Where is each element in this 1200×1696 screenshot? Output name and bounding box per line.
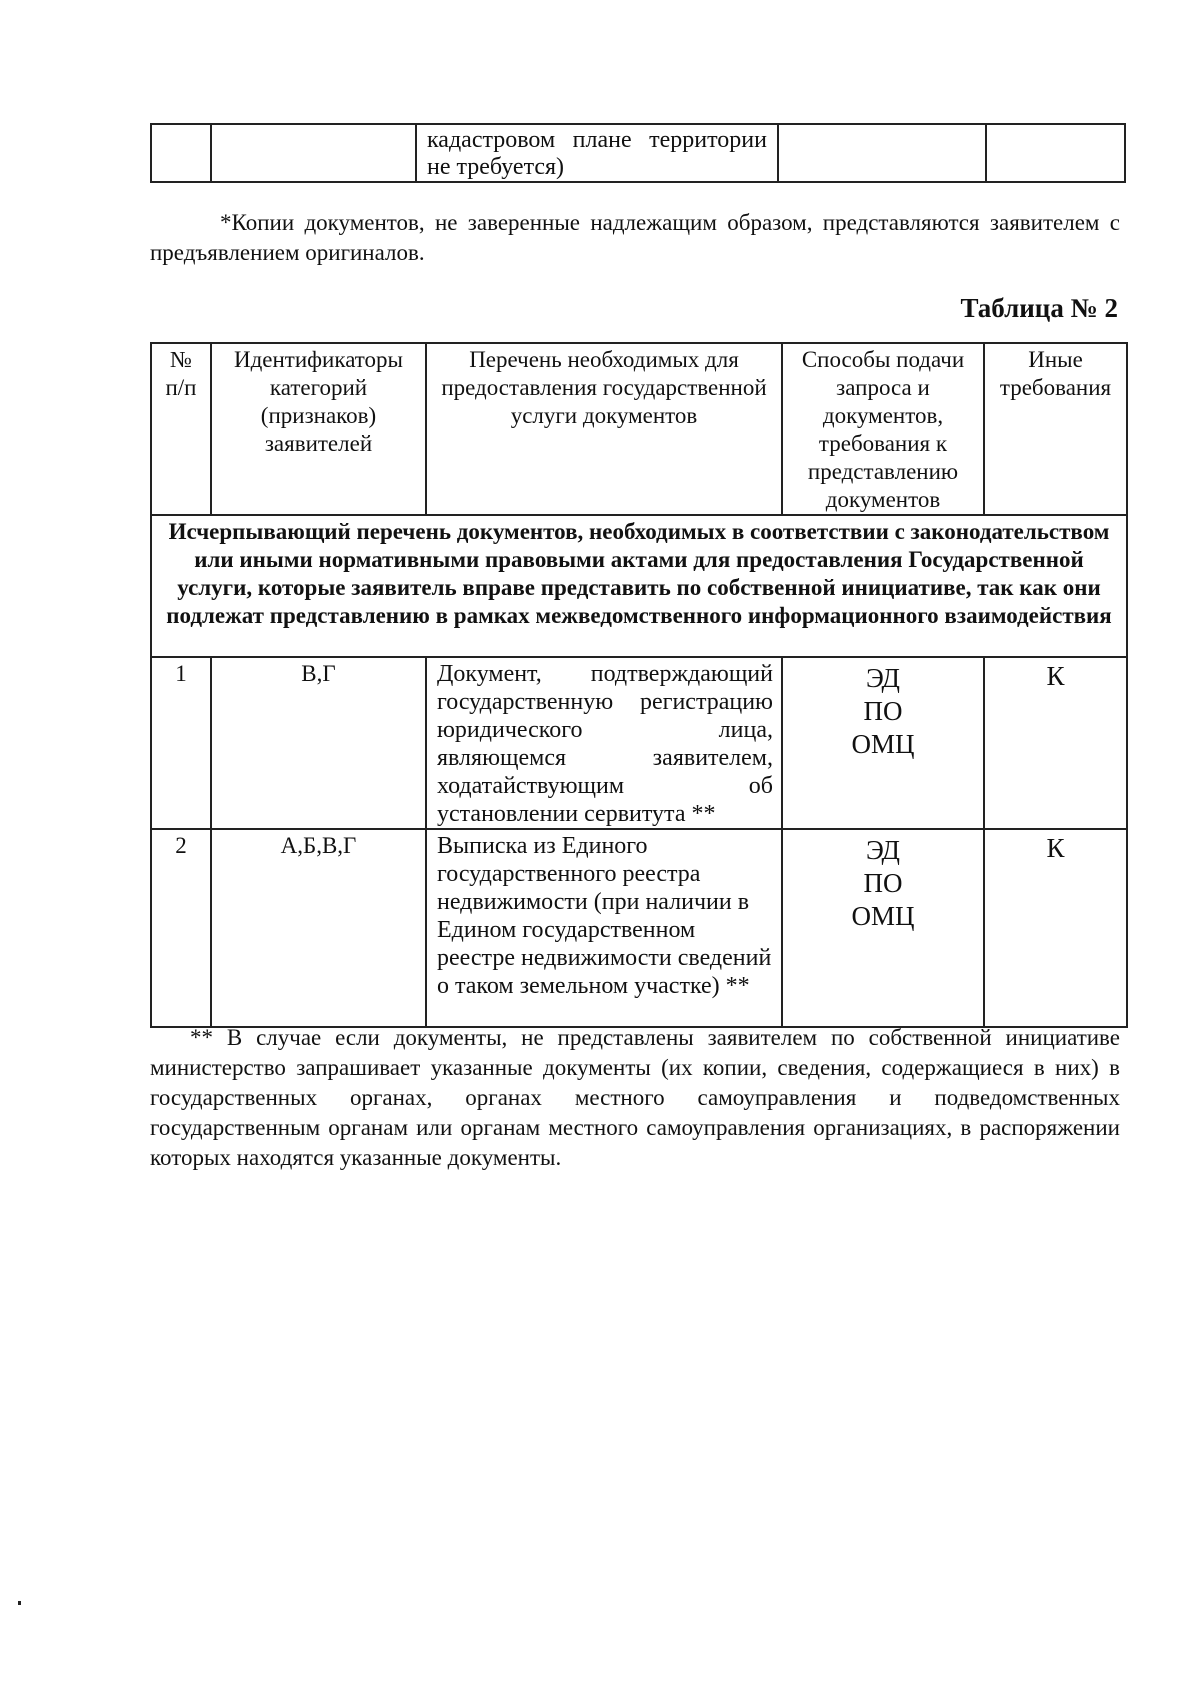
table-cell (151, 124, 211, 182)
cell-methods (782, 829, 984, 1027)
cell-other (984, 829, 1127, 1027)
table-header-row (151, 343, 1127, 515)
cell-document (426, 657, 782, 829)
header-cell-num (151, 343, 211, 515)
documents-table (150, 342, 1128, 1028)
method-item: ОМЦ (851, 729, 915, 759)
previous-table-fragment (150, 123, 1126, 183)
cell-categories (211, 829, 426, 1027)
table-cell (778, 124, 986, 182)
header-cell-categories (211, 343, 426, 515)
table-row (151, 657, 1127, 829)
row-other: К (1046, 661, 1065, 691)
row-number: 1 (175, 661, 187, 686)
method-item: ПО (863, 868, 903, 898)
scan-speck (18, 1601, 21, 1605)
cell-other (984, 657, 1127, 829)
cell-num (151, 829, 211, 1027)
table-row (151, 829, 1127, 1027)
row-other: К (1046, 833, 1065, 863)
interagency-note (150, 1023, 1120, 1173)
table-row (151, 124, 1125, 182)
method-item: ОМЦ (851, 901, 915, 931)
section-row (151, 515, 1127, 657)
section-title: Исчерпывающий перечень документов, необходимых в соответствии с законодательством или иными нормативными правовыми актами для предоставления Государственной услуги, которые заявитель вправе представить по собственной инициативе, так как они подлежат представлению в рамках межведомственного информационного взаимодействия (166, 519, 1112, 628)
table-cell (986, 124, 1125, 182)
cell-categories (211, 657, 426, 829)
section-cell (151, 515, 1127, 657)
row-document: Документ, подтверждающий государственную регистрацию юридического лица, являющемся заявителем, ходатайствующим об установлении сервитута ** (437, 661, 773, 827)
row-document: Выписка из Единого государственного реестра недвижимости (при наличии в Едином государственном реестре недвижимости сведений о таком земельном участке) ** (437, 833, 772, 999)
interagency-note-text: ** В случае если документы, не представлены заявителем по собственной инициативе министерство запрашивает указанные документы (их копии, сведения, содержащиеся в них) в государственных органах, органах местного самоуправления и подведомственных государственным органам или органам местного самоуправления организациях, в распоряжении которых находятся указанные документы. (150, 1025, 1120, 1170)
header-text: Перечень необходимых для предоставления государственной услуги документов (441, 347, 767, 428)
header-text: № п/п (165, 347, 197, 400)
header-cell-methods (782, 343, 984, 515)
method-item: ПО (863, 696, 903, 726)
row-number: 2 (175, 833, 187, 858)
row-methods (783, 658, 983, 761)
header-cell-other (984, 343, 1127, 515)
table-cell (211, 124, 416, 182)
cell-document (426, 829, 782, 1027)
row-categories: В,Г (301, 661, 336, 686)
copies-note: *Копии документов, не заверенные надлежащим образом, представляются заявителем с предъявлением оригиналов. (150, 210, 1120, 265)
header-text: Способы подачи запроса и документов, требования к представлению документов (801, 347, 965, 512)
table-cell (416, 124, 778, 182)
cell-num (151, 657, 211, 829)
table-title: Таблица № 2 (960, 293, 1118, 323)
header-text: Идентификаторы категорий (признаков) заявителей (233, 347, 404, 456)
row-categories: А,Б,В,Г (280, 833, 357, 858)
header-cell-documents (426, 343, 782, 515)
row-methods (783, 830, 983, 933)
cell-methods (782, 657, 984, 829)
method-item: ЭД (866, 663, 900, 693)
method-item: ЭД (866, 835, 900, 865)
header-text: Иные требования (999, 347, 1112, 400)
fragment-text: кадастровом плане территории не требуется) (427, 127, 767, 180)
